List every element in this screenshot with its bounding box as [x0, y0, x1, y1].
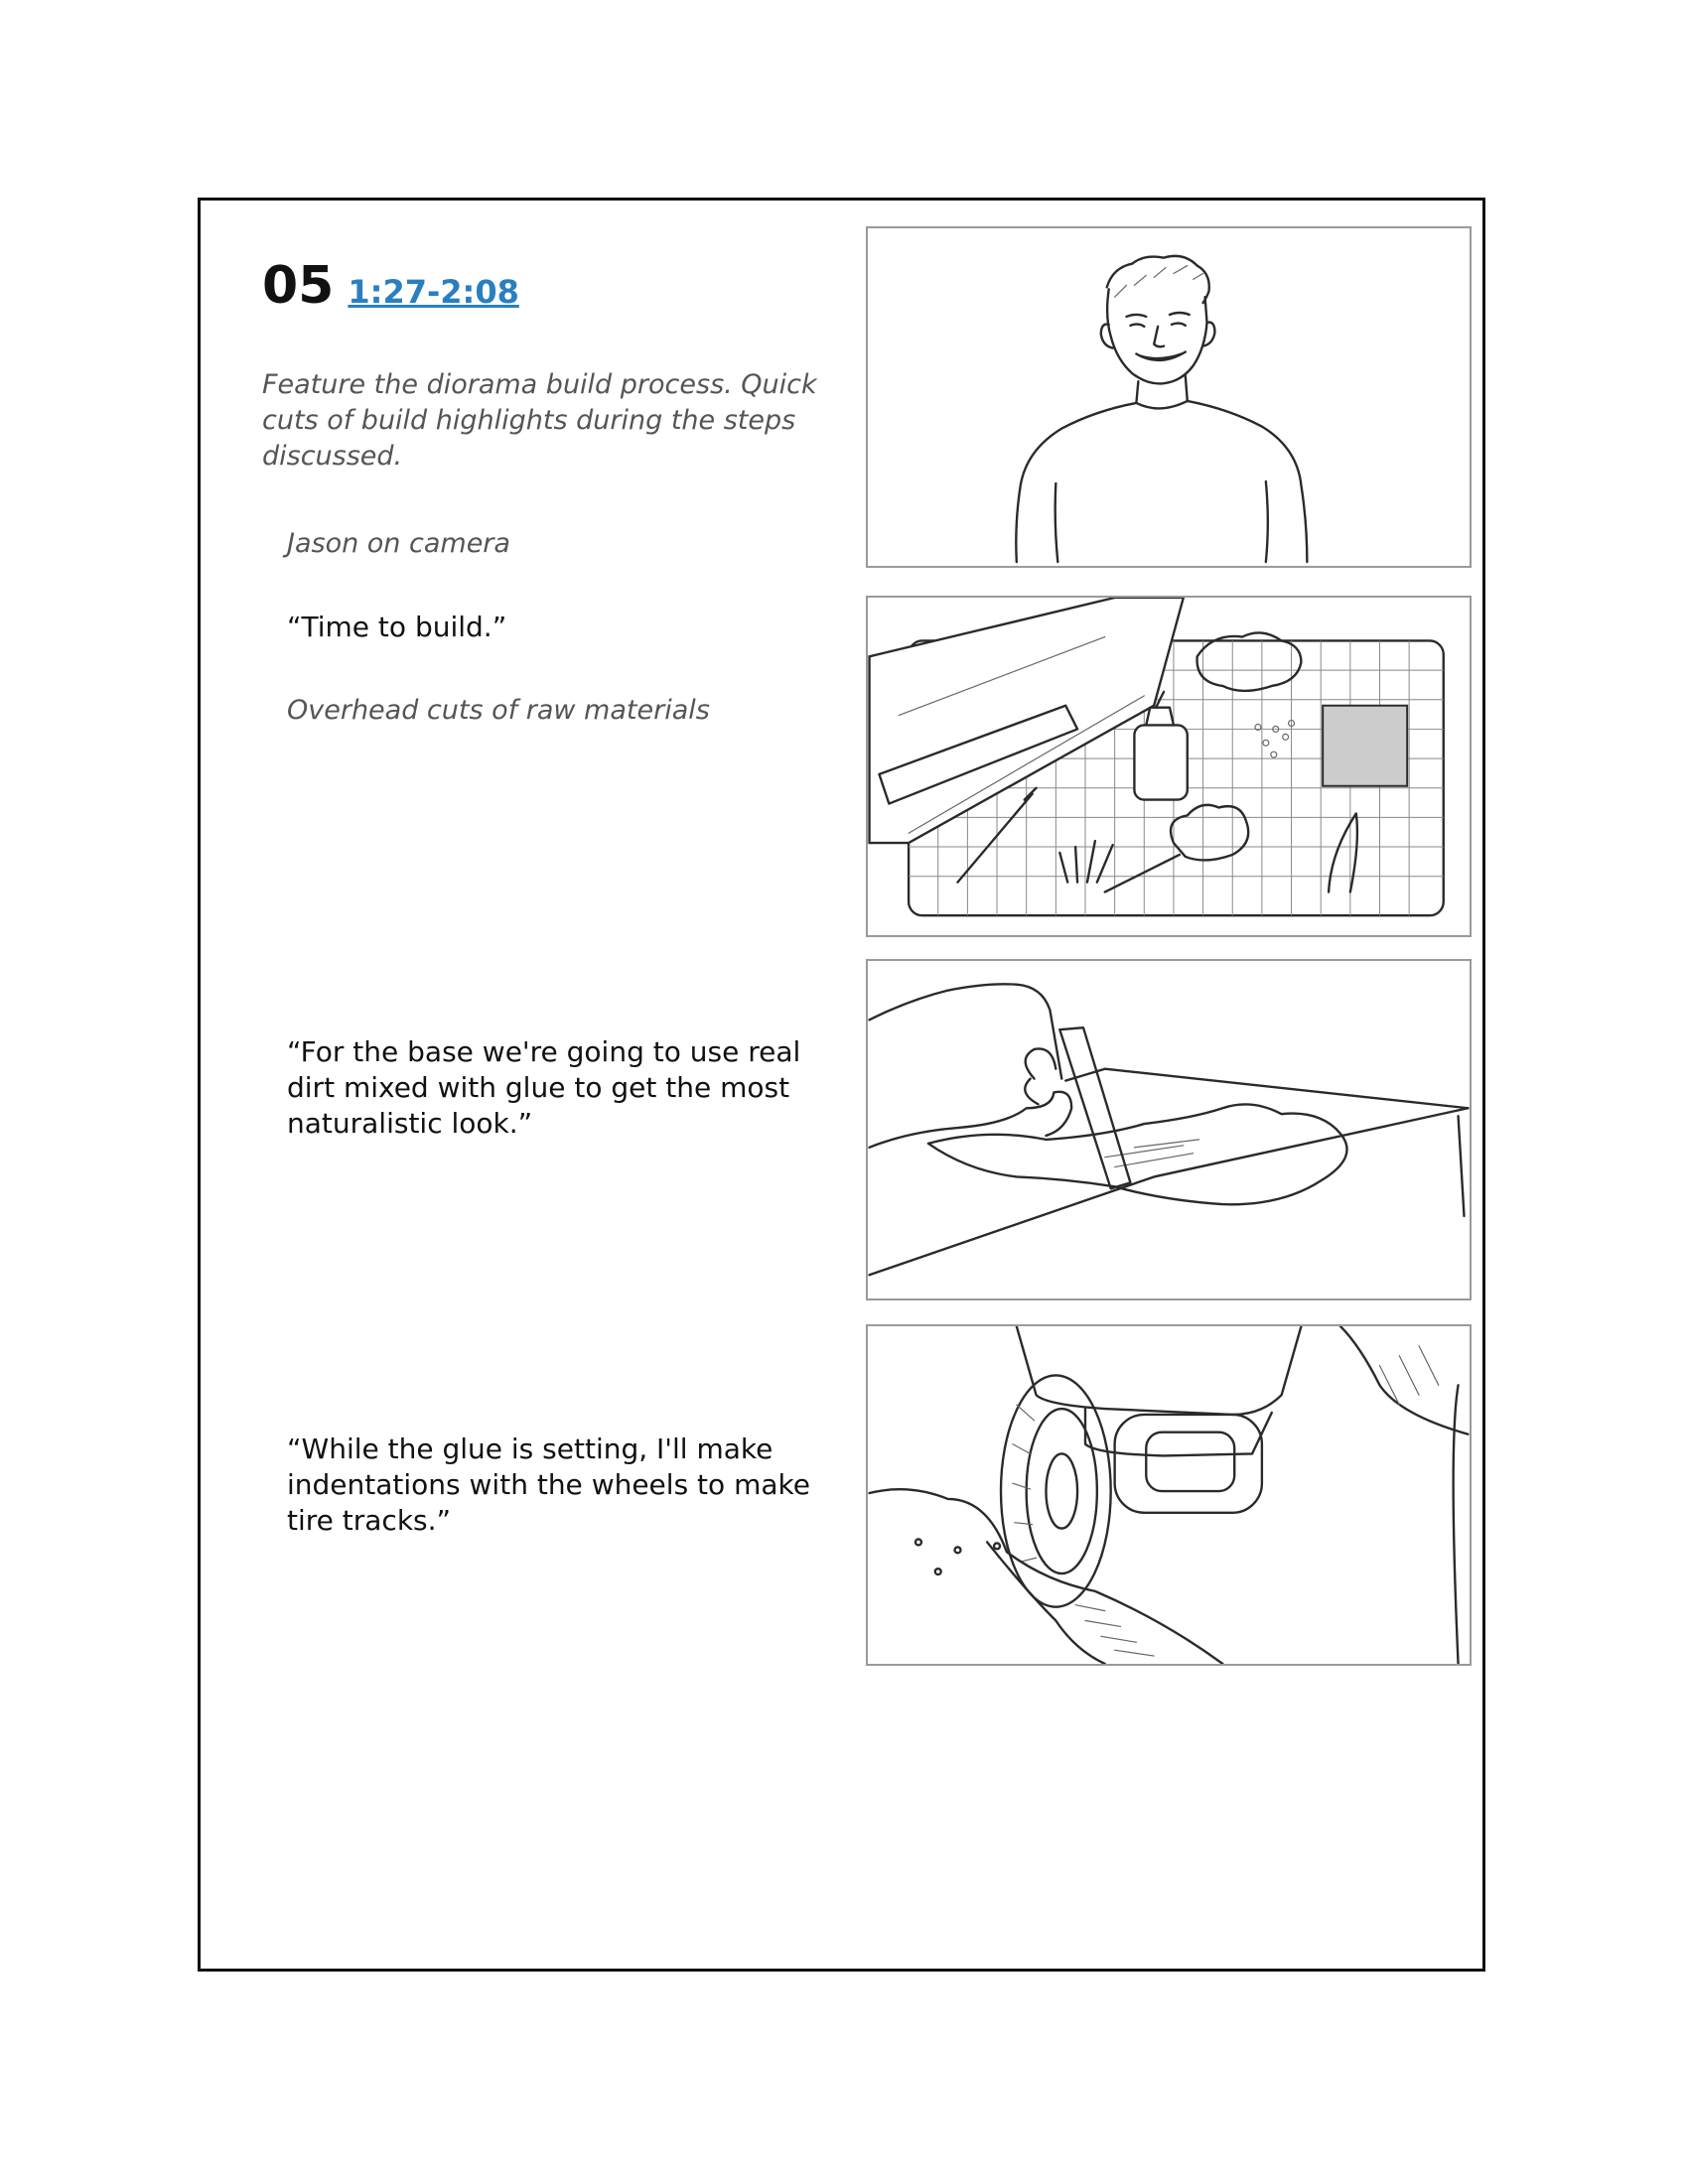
storyboard-panel-2 [866, 596, 1472, 937]
dialogue-line: “Time to build.” [287, 611, 507, 643]
raw-materials-on-cutting-mat-sketch-icon [868, 598, 1470, 935]
dialogue-line: “While the glue is setting, I'll make indentations with the wheels to make tire tracks.” [287, 1433, 810, 1537]
hand-spreading-dirt-sketch-icon [868, 961, 1470, 1298]
storyboard-panel-1 [866, 226, 1472, 568]
dialogue-line: “For the base we're going to use real dirt mixed with glue to get the most naturalistic look.” [287, 1035, 801, 1140]
storyboard-panel-4 [866, 1324, 1472, 1666]
direction-note: Overhead cuts of raw materials [287, 695, 710, 726]
timecode-link[interactable]: 1:27-2:08 [348, 273, 519, 311]
scene-description: Feature the diorama build process. Quick cuts of build highlights during the steps discussed. [262, 369, 817, 472]
scene-number: 05 [262, 256, 335, 316]
storyboard-panel-3 [866, 959, 1472, 1300]
truck-wheel-tire-tracks-sketch-icon [868, 1326, 1470, 1664]
direction-note: Jason on camera [287, 528, 510, 559]
man-portrait-sketch-icon [868, 228, 1470, 566]
scene-header [262, 256, 519, 316]
